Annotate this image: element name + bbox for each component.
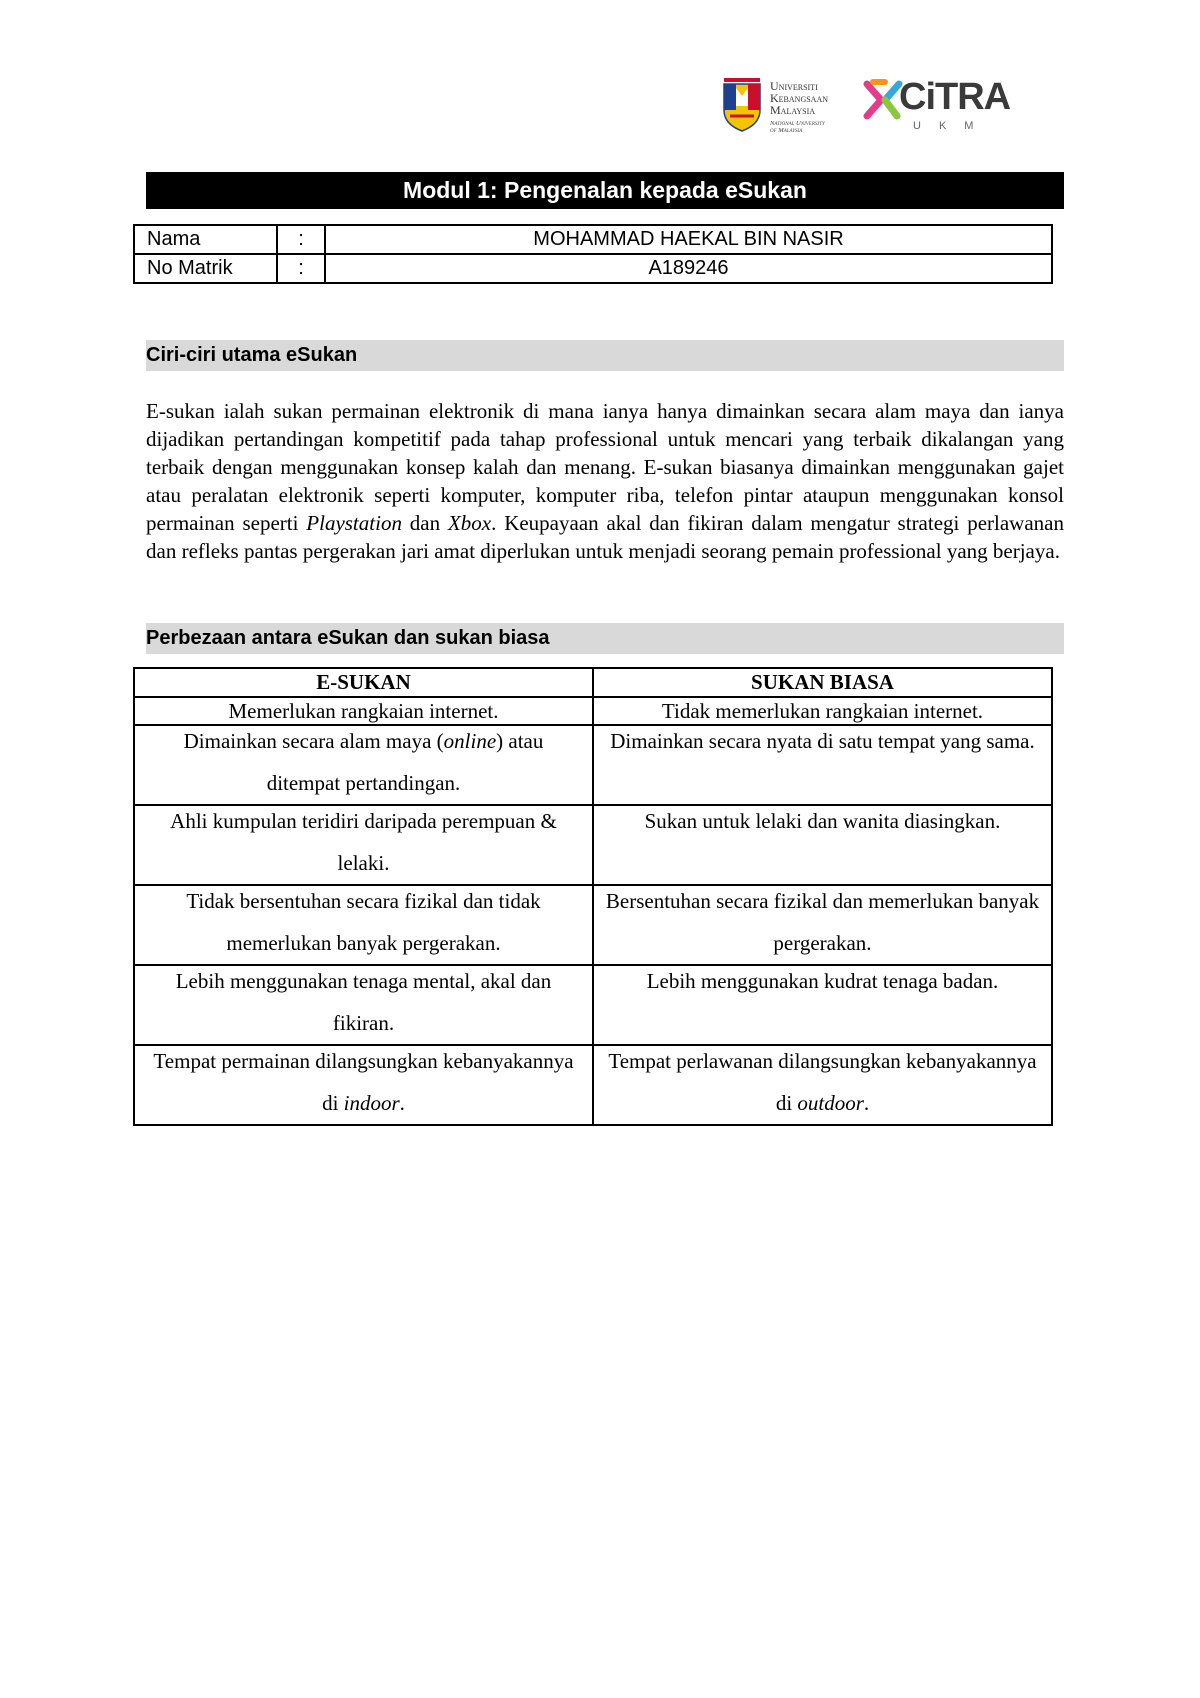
matrik-value: A189246	[325, 254, 1052, 283]
esukan-cell: Memerlukan rangkaian internet.	[134, 697, 593, 725]
cell-text: ) atau ditempat pertandingan.	[266, 729, 544, 795]
ukm-logo	[720, 74, 850, 140]
paragraph-part: . Keupayaan akal dan fikiran dalam mengatur strategi perlawanan dan refleks pantas pergerakan jari amat diperlukan untuk menjadi seorang pemain professional yang berjaya.	[146, 511, 1064, 563]
cell-text: Ahli kumpulan teridiri daripada perempuan & lelaki.	[170, 809, 557, 875]
esukan-cell	[134, 805, 593, 885]
cell-text-italic: indoor	[343, 1091, 400, 1115]
section-heading-ciri: Ciri-ciri utama eSukan	[146, 340, 1064, 371]
header-logos	[720, 74, 1020, 140]
ukm-wordmark	[770, 80, 828, 134]
cell-text-italic: online	[443, 729, 497, 753]
sukan-biasa-cell: Tidak memerlukan rangkaian internet.	[593, 697, 1052, 725]
cell-text: Sukan untuk lelaki dan wanita diasingkan.	[644, 809, 1001, 833]
sukan-biasa-cell	[593, 805, 1052, 885]
name-label: Nama	[134, 225, 277, 254]
esukan-cell	[134, 1045, 593, 1125]
cell-text: .	[863, 1091, 870, 1115]
sukan-biasa-cell	[593, 885, 1052, 965]
citra-subtitle: UKM	[913, 120, 992, 132]
name-value: MOHAMMAD HAEKAL BIN NASIR	[325, 225, 1052, 254]
ukm-line-2: Kebangsaan	[770, 91, 829, 105]
cell-text: Dimainkan secara nyata di satu tempat yang sama.	[610, 729, 1035, 753]
paragraph-part-italic: Xbox	[447, 511, 492, 535]
cell-text: Bersentuhan secara fizikal dan memerlukan banyak pergerakan.	[605, 889, 1040, 955]
table-row	[134, 805, 1052, 885]
separator: :	[277, 254, 325, 283]
table-row	[134, 1045, 1052, 1125]
table-row	[134, 885, 1052, 965]
table-header-row	[134, 668, 1052, 697]
table-row	[134, 965, 1052, 1045]
ukm-sub-line-2: of Malaysia	[770, 127, 803, 134]
esukan-cell	[134, 725, 593, 805]
cell-text: Lebih menggunakan kudrat tenaga badan.	[646, 969, 999, 993]
sukan-biasa-cell	[593, 1045, 1052, 1125]
ukm-line-3: Malaysia	[770, 103, 816, 117]
separator: :	[277, 225, 325, 254]
esukan-cell	[134, 885, 593, 965]
body-paragraph	[146, 397, 1064, 565]
section-heading-perbezaan: Perbezaan antara eSukan dan sukan biasa	[146, 623, 1064, 654]
ukm-subtitle	[770, 120, 828, 134]
cell-text: Dimainkan secara alam maya (	[183, 729, 444, 753]
ukm-crest-icon	[720, 76, 764, 132]
paragraph-part: dan	[401, 511, 448, 535]
ukm-line-1: Universiti	[770, 79, 818, 93]
comparison-table	[133, 667, 1053, 1126]
ukm-sub-line-1: National University	[770, 120, 825, 127]
student-info-table	[133, 224, 1053, 284]
cell-text: Tempat perlawanan dilangsungkan kebanyakannya di	[608, 1049, 1037, 1115]
citra-wordmark: CiTRA	[899, 76, 1011, 118]
column-header-sukan-biasa: SUKAN BIASA	[593, 668, 1052, 697]
paragraph-part: E-sukan ialah sukan permainan elektronik di mana ianya hanya dimainkan secara alam maya dan ianya dijadikan pertandingan kompetitif pada tahap professional untuk mencari yang terbaik dikalangan yang terbaik dengan menggunakan konsep kalah dan menang. E-sukan biasanya dimainkan menggunakan gajet atau peralatan elektronik seperti komputer, komputer riba, telefon pintar ataupun menggunakan konsol permainan seperti	[146, 399, 1064, 535]
sukan-biasa-cell	[593, 725, 1052, 805]
column-header-esukan: E-SUKAN	[134, 668, 593, 697]
cell-text-italic: outdoor	[797, 1091, 864, 1115]
document-title: Modul 1: Pengenalan kepada eSukan	[146, 172, 1064, 209]
cell-text: Tempat permainan dilangsungkan kebanyakannya di	[153, 1049, 574, 1115]
cell-text: .	[399, 1091, 405, 1115]
cell-text: Tidak bersentuhan secara fizikal dan tidak memerlukan banyak pergerakan.	[186, 889, 541, 955]
sukan-biasa-cell	[593, 965, 1052, 1045]
table-row	[134, 725, 1052, 805]
table-row	[134, 254, 1052, 283]
esukan-cell	[134, 965, 593, 1045]
table-row	[134, 225, 1052, 254]
matrik-label: No Matrik	[134, 254, 277, 283]
cell-text: Lebih menggunakan tenaga mental, akal dan fikiran.	[175, 969, 552, 1035]
citra-logo	[863, 78, 1013, 138]
paragraph-part-italic: Playstation	[306, 511, 402, 535]
